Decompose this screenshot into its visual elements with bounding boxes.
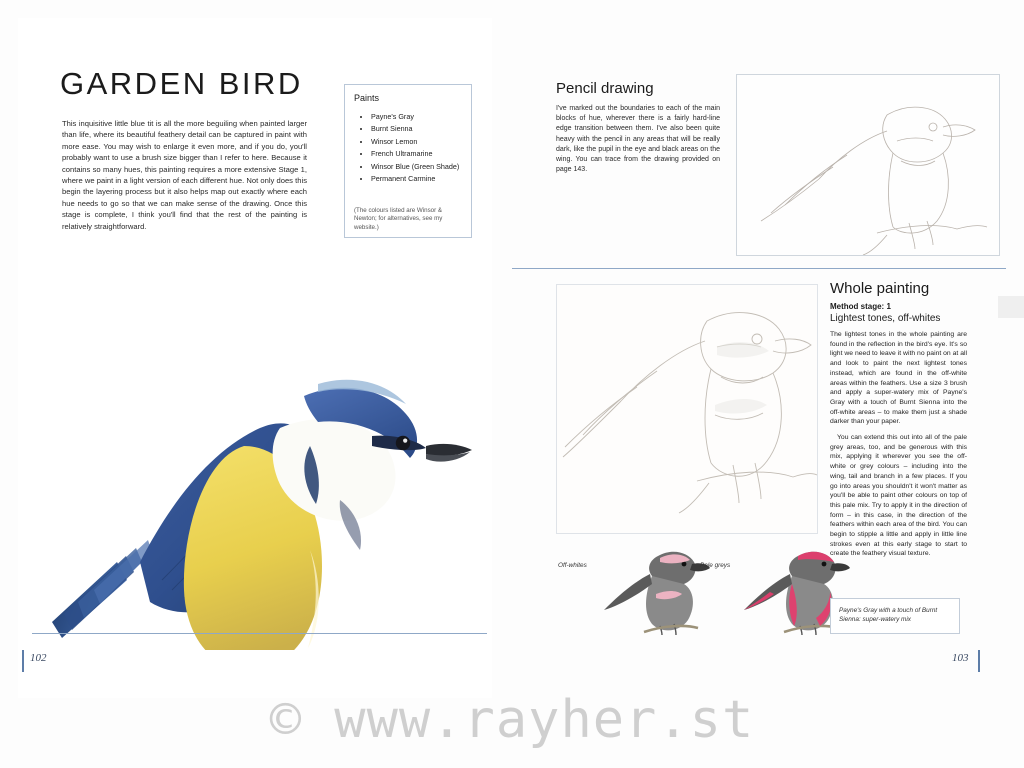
pencil-drawing-heading: Pencil drawing [556, 80, 654, 97]
swatch-off-whites-svg [600, 540, 710, 635]
method-stage-label: Method stage: 1 [830, 302, 891, 311]
folio-bar-right [978, 650, 980, 672]
list-item: • Payne's Gray [371, 111, 475, 123]
paints-box-title: Paints [354, 93, 380, 103]
folio-bar-left [22, 650, 24, 672]
swatch-off-whites [600, 540, 710, 635]
page-number-right: 103 [952, 652, 969, 664]
stage-one-sketch-svg [557, 285, 817, 533]
intro-paragraph: This inquisitive little blue tit is all the more beguiling when painted larger than life, where its beautiful feathery detail can be captured in paint with more ease. You may wish to enlarge it even more, and if you do, you'll probably want to use a brush size bigger than I refer to here. Because it contains so many hues, this painting requires a more extensive Stage 1, where we paint in a light version of each different hue. Not only does this begin the layering process but it also helps map out exactly where each hue needs to go so that we can make sense of the drawing. Once this stage is complete, I think you'll find that the rest of the painting is relatively straightforward. [62, 119, 307, 231]
pencil-sketch-svg [737, 75, 999, 255]
blue-tit-illustration-svg [22, 250, 488, 650]
left-page [18, 18, 492, 698]
method-stage-subtitle: Lightest tones, off-whites [830, 313, 941, 324]
left-page-rule [32, 633, 487, 634]
watermark: © www.rayher.st [269, 690, 755, 750]
pencil-drawing-body: I've marked out the boundaries to each of the main blocks of hue, wherever there is a fairly hard-line edge transition between them. I've also been quite heavy with the pencil in any areas that will be really dark, like the pupil in the eye and black areas on the wing. You can trace from the drawing provided on page 143. [556, 105, 720, 174]
paints-box [344, 84, 472, 238]
page-title: GARDEN BIRD [60, 66, 303, 101]
list-item: • Winsor Blue (Green Shade) [371, 161, 475, 173]
tip-box [830, 598, 960, 634]
paragraph: You can extend this out into all of the pale grey areas, too, and be generous with this mix, applying it wherever you see the off-white or grey colours – including into the wing, tail and branch in a few places. If you go into areas you shouldn't it won't matter as you'll be able to paint other colours on top of this pale mix. Try to apply it in the direction of form – in this case, in the direction of the feathers within each area of the bird. You can begin to stipple a little and apply in little line strokes even at this early stage to start to create the feathery visual texture. [830, 434, 967, 558]
right-page-rule [512, 268, 1006, 269]
paints-box-note: (The colours listed are Winsor & Newton; for alternatives, see my website.) [354, 207, 443, 231]
list-item: • Winsor Lemon [371, 136, 475, 148]
whole-painting-body [830, 330, 967, 565]
swatch-label-off-whites: Off-whites [558, 562, 587, 569]
whole-painting-heading: Whole painting [830, 280, 930, 297]
tip-box-text: Payne's Gray with a touch of Burnt Sienna: super-watery mix [839, 607, 938, 623]
paints-list [361, 111, 475, 185]
swatch-label-pale-greys: Pale greys [700, 562, 731, 569]
page-edge-tab [998, 296, 1024, 318]
pencil-drawing-frame [736, 74, 1000, 256]
list-item: • Permanent Carmine [371, 173, 475, 185]
list-item: • French Ultramarine [371, 148, 475, 160]
paragraph: The lightest tones in the whole painting are found in the reflection in the bird's eye. It's so light we need to leave it with no paint on at all and look to paint the next lightest tones instead, which are found in the off-white areas within the feathers. Use a size 3 brush and apply a super-watery mix of Payne's Gray with a touch of Burnt Sienna into the off-white areas – to make them just a shade darker than your paper. [830, 331, 967, 426]
list-item: • Burnt Sienna [371, 123, 475, 135]
blue-tit-painting [22, 250, 488, 650]
page-number-left: 102 [30, 652, 47, 664]
whole-painting-stage-image [556, 284, 818, 534]
